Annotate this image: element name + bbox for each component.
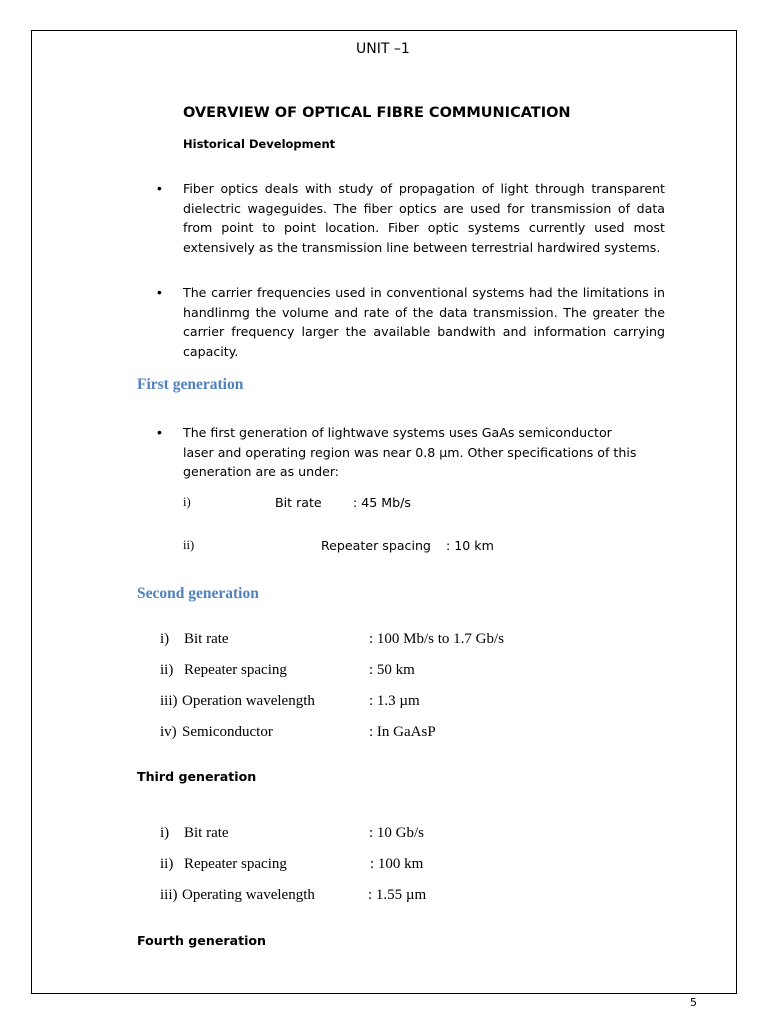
spec-label: Operation wavelength — [182, 693, 315, 709]
spec-value: : 1.3 µm — [369, 693, 420, 709]
bullet-marker: • — [157, 180, 162, 196]
page-subtitle: Historical Development — [183, 137, 336, 151]
spec-number: i) — [160, 825, 170, 841]
page-number: 5 — [690, 996, 697, 1009]
spec-label: Operating wavelength — [182, 887, 315, 903]
page-border — [31, 30, 737, 994]
unit-header: UNIT –1 — [356, 41, 410, 57]
heading-fourth-generation: Fourth generation — [137, 933, 267, 948]
spec-label: Semiconductor — [182, 724, 273, 740]
heading-third-generation: Third generation — [137, 769, 257, 784]
heading-first-generation: First generation — [137, 376, 244, 393]
spec-number: ii) — [160, 662, 174, 678]
spec-value: : 100 km — [370, 856, 424, 872]
spec-value: : 10 Gb/s — [369, 825, 425, 841]
spec-number: ii) — [160, 856, 174, 872]
intro-paragraph-2: The carrier frequencies used in conventional systems had the limitations in handlinmg the volume and rate of the data transmission. The greater the carrier frequency larger the available bandwith and information carrying capacity. — [183, 285, 665, 359]
page-title: OVERVIEW OF OPTICAL FIBRE COMMUNICATION — [183, 105, 571, 121]
first-generation-paragraph: The first generation of lightwave systems uses GaAs semiconductor laser and operating region was near 0.8 µm. Other specifications of this generation are as under: — [183, 425, 637, 480]
spec-number: i) — [160, 631, 170, 647]
spec-value: : 45 Mb/s — [353, 495, 411, 510]
spec-label: Repeater spacing — [184, 856, 287, 872]
spec-number: iii) — [160, 693, 178, 709]
spec-value: : 50 km — [369, 662, 415, 678]
spec-label: Repeater spacing — [184, 662, 287, 678]
bullet-marker: • — [157, 424, 162, 440]
spec-value: : 10 km — [446, 538, 494, 553]
spec-number: iv) — [160, 724, 177, 740]
spec-label: Bit rate — [184, 825, 229, 841]
spec-value: : 1.55 µm — [368, 887, 427, 903]
spec-number: iii) — [160, 887, 178, 903]
bullet-marker: • — [157, 284, 162, 300]
spec-number: ii) — [183, 538, 195, 552]
spec-value: : In GaAsP — [369, 724, 436, 740]
heading-second-generation: Second generation — [137, 585, 259, 602]
spec-label: Bit rate — [184, 631, 229, 647]
spec-label: Bit rate — [275, 495, 322, 510]
spec-number: i) — [183, 495, 191, 509]
intro-paragraph-1: Fiber optics deals with study of propagation of light through transparent dielectric wageguides. The fiber optics are used for transmission of data from point to point location. Fiber optic systems currently used most extensively as the transmission line between terrestrial hardwired systems. — [183, 181, 665, 255]
spec-label: Repeater spacing — [321, 538, 431, 553]
spec-value: : 100 Mb/s to 1.7 Gb/s — [369, 631, 505, 647]
